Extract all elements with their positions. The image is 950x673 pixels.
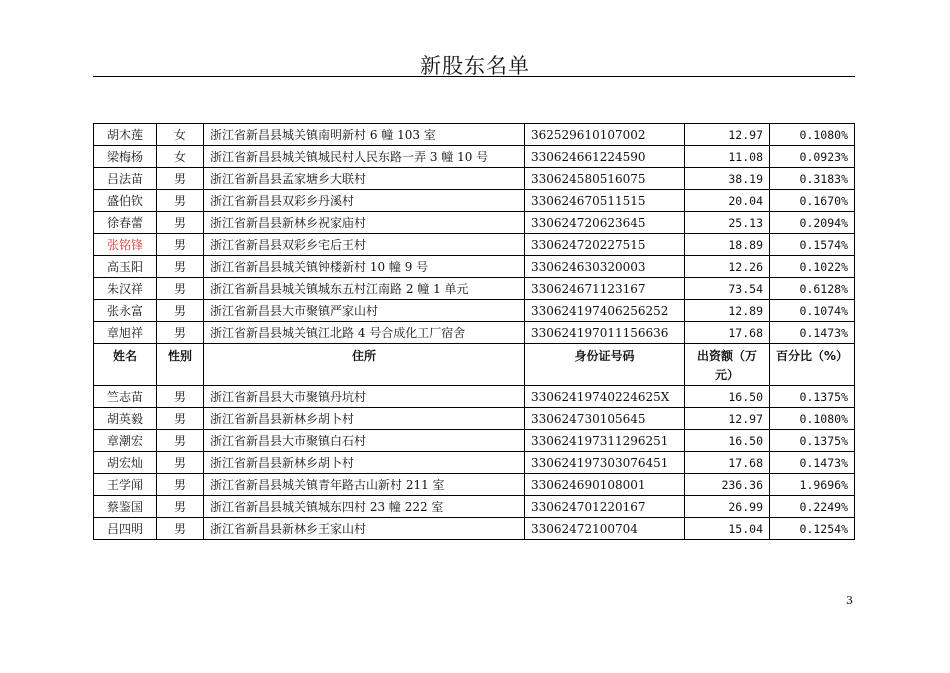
table-row bbox=[94, 496, 855, 518]
cell-name: 竺志苗 bbox=[94, 386, 157, 408]
cell-id-number: 330624197406256252 bbox=[525, 300, 685, 322]
cell-address: 浙江省新昌县城关镇钟楼新村 10 幢 9 号 bbox=[204, 256, 525, 278]
cell-name: 张铭锋 bbox=[94, 234, 157, 256]
cell-id-number: 330624701220167 bbox=[525, 496, 685, 518]
cell-amount: 16.50 bbox=[685, 430, 770, 452]
cell-id-number: 330624197303076451 bbox=[525, 452, 685, 474]
cell-id-number: 330624580516075 bbox=[525, 168, 685, 190]
cell-gender: 男 bbox=[157, 496, 204, 518]
cell-id-number: 330624670511515 bbox=[525, 190, 685, 212]
cell-gender: 男 bbox=[157, 408, 204, 430]
cell-gender: 男 bbox=[157, 234, 204, 256]
cell-amount: 236.36 bbox=[685, 474, 770, 496]
cell-amount: 12.97 bbox=[685, 408, 770, 430]
cell-amount: 12.97 bbox=[685, 124, 770, 146]
cell-id-number: 330624720227515 bbox=[525, 234, 685, 256]
cell-id-number: 33062419740224625X bbox=[525, 386, 685, 408]
cell-name: 梁梅杨 bbox=[94, 146, 157, 168]
header-percent: 百分比（%） bbox=[770, 344, 855, 386]
cell-percent: 0.2249% bbox=[770, 496, 855, 518]
cell-id-number: 330624197011156636 bbox=[525, 322, 685, 344]
cell-address: 浙江省新昌县新林乡祝家庙村 bbox=[204, 212, 525, 234]
table-row bbox=[94, 386, 855, 408]
table-row bbox=[94, 430, 855, 452]
cell-percent: 0.1080% bbox=[770, 124, 855, 146]
table-row bbox=[94, 322, 855, 344]
table-row bbox=[94, 452, 855, 474]
cell-percent: 0.1254% bbox=[770, 518, 855, 540]
cell-percent: 0.1375% bbox=[770, 386, 855, 408]
cell-name: 蔡鉴国 bbox=[94, 496, 157, 518]
cell-percent: 0.1022% bbox=[770, 256, 855, 278]
table-row bbox=[94, 518, 855, 540]
cell-address: 浙江省新昌县城关镇青年路古山新村 211 室 bbox=[204, 474, 525, 496]
cell-name: 王学闻 bbox=[94, 474, 157, 496]
header-amount: 出资额（万元） bbox=[685, 344, 770, 386]
page-number: 3 bbox=[846, 594, 853, 607]
cell-gender: 男 bbox=[157, 168, 204, 190]
cell-name: 章旭祥 bbox=[94, 322, 157, 344]
cell-gender: 男 bbox=[157, 386, 204, 408]
cell-id-number: 330624197311296251 bbox=[525, 430, 685, 452]
cell-id-number: 330624671123167 bbox=[525, 278, 685, 300]
cell-percent: 0.0923% bbox=[770, 146, 855, 168]
cell-address: 浙江省新昌县双彩乡宅后王村 bbox=[204, 234, 525, 256]
cell-address: 浙江省新昌县大市聚镇丹坑村 bbox=[204, 386, 525, 408]
shareholder-table bbox=[93, 123, 855, 540]
cell-amount: 73.54 bbox=[685, 278, 770, 300]
cell-address: 浙江省新昌县双彩乡丹溪村 bbox=[204, 190, 525, 212]
cell-address: 浙江省新昌县城关镇城东四村 23 幢 222 室 bbox=[204, 496, 525, 518]
cell-gender: 男 bbox=[157, 518, 204, 540]
cell-amount: 38.19 bbox=[685, 168, 770, 190]
cell-address: 浙江省新昌县新林乡胡卜村 bbox=[204, 408, 525, 430]
cell-name: 朱汉祥 bbox=[94, 278, 157, 300]
header-address: 住所 bbox=[204, 344, 525, 386]
cell-address: 浙江省新昌县孟家塘乡大联村 bbox=[204, 168, 525, 190]
cell-percent: 0.1574% bbox=[770, 234, 855, 256]
cell-name: 胡木莲 bbox=[94, 124, 157, 146]
table-row bbox=[94, 190, 855, 212]
cell-gender: 男 bbox=[157, 322, 204, 344]
table-row bbox=[94, 256, 855, 278]
cell-name: 盛伯钦 bbox=[94, 190, 157, 212]
cell-amount: 17.68 bbox=[685, 322, 770, 344]
cell-percent: 0.1074% bbox=[770, 300, 855, 322]
cell-percent: 0.1080% bbox=[770, 408, 855, 430]
cell-gender: 女 bbox=[157, 124, 204, 146]
cell-amount: 15.04 bbox=[685, 518, 770, 540]
cell-gender: 女 bbox=[157, 146, 204, 168]
cell-gender: 男 bbox=[157, 452, 204, 474]
cell-address: 浙江省新昌县城关镇江北路 4 号合成化工厂宿舍 bbox=[204, 322, 525, 344]
cell-address: 浙江省新昌县新林乡胡卜村 bbox=[204, 452, 525, 474]
table-row bbox=[94, 300, 855, 322]
table-row bbox=[94, 408, 855, 430]
cell-name: 胡宏灿 bbox=[94, 452, 157, 474]
cell-amount: 12.26 bbox=[685, 256, 770, 278]
table-row bbox=[94, 146, 855, 168]
title-underline bbox=[93, 76, 855, 77]
cell-gender: 男 bbox=[157, 300, 204, 322]
table-header bbox=[94, 344, 855, 386]
cell-amount: 25.13 bbox=[685, 212, 770, 234]
table-body-bottom bbox=[94, 386, 855, 540]
cell-amount: 20.04 bbox=[685, 190, 770, 212]
cell-id-number: 330624630320003 bbox=[525, 256, 685, 278]
cell-percent: 0.3183% bbox=[770, 168, 855, 190]
table-row bbox=[94, 278, 855, 300]
cell-id-number: 330624730105645 bbox=[525, 408, 685, 430]
cell-gender: 男 bbox=[157, 256, 204, 278]
cell-id-number: 362529610107002 bbox=[525, 124, 685, 146]
cell-percent: 0.1375% bbox=[770, 430, 855, 452]
cell-gender: 男 bbox=[157, 212, 204, 234]
cell-address: 浙江省新昌县城关镇南明新村 6 幢 103 室 bbox=[204, 124, 525, 146]
cell-gender: 男 bbox=[157, 190, 204, 212]
cell-address: 浙江省新昌县大市聚镇白石村 bbox=[204, 430, 525, 452]
table-row bbox=[94, 168, 855, 190]
header-gender: 性别 bbox=[157, 344, 204, 386]
cell-percent: 0.2094% bbox=[770, 212, 855, 234]
cell-name: 章潮宏 bbox=[94, 430, 157, 452]
cell-gender: 男 bbox=[157, 278, 204, 300]
cell-percent: 0.1473% bbox=[770, 322, 855, 344]
table-row bbox=[94, 474, 855, 496]
header-row bbox=[94, 344, 855, 386]
cell-address: 浙江省新昌县城关镇城民村人民东路一弄 3 幢 10 号 bbox=[204, 146, 525, 168]
cell-percent: 0.1670% bbox=[770, 190, 855, 212]
table-body-top bbox=[94, 124, 855, 344]
header-id: 身份证号码 bbox=[525, 344, 685, 386]
cell-percent: 0.6128% bbox=[770, 278, 855, 300]
header-name: 姓名 bbox=[94, 344, 157, 386]
cell-name: 高玉阳 bbox=[94, 256, 157, 278]
cell-gender: 男 bbox=[157, 430, 204, 452]
cell-id-number: 330624720623645 bbox=[525, 212, 685, 234]
cell-amount: 18.89 bbox=[685, 234, 770, 256]
table-row bbox=[94, 124, 855, 146]
page-title: 新股东名单 bbox=[420, 54, 530, 78]
cell-percent: 0.1473% bbox=[770, 452, 855, 474]
table-row bbox=[94, 234, 855, 256]
cell-amount: 12.89 bbox=[685, 300, 770, 322]
cell-name: 吕四明 bbox=[94, 518, 157, 540]
cell-id-number: 330624661224590 bbox=[525, 146, 685, 168]
cell-name: 吕法苗 bbox=[94, 168, 157, 190]
cell-address: 浙江省新昌县新林乡王家山村 bbox=[204, 518, 525, 540]
cell-id-number: 33062472100704 bbox=[525, 518, 685, 540]
cell-address: 浙江省新昌县城关镇城东五村江南路 2 幢 1 单元 bbox=[204, 278, 525, 300]
cell-name: 胡英毅 bbox=[94, 408, 157, 430]
cell-name: 张永富 bbox=[94, 300, 157, 322]
cell-address: 浙江省新昌县大市聚镇严家山村 bbox=[204, 300, 525, 322]
cell-amount: 16.50 bbox=[685, 386, 770, 408]
table-row bbox=[94, 212, 855, 234]
cell-gender: 男 bbox=[157, 474, 204, 496]
cell-id-number: 330624690108001 bbox=[525, 474, 685, 496]
cell-percent: 1.9696% bbox=[770, 474, 855, 496]
cell-amount: 26.99 bbox=[685, 496, 770, 518]
cell-amount: 17.68 bbox=[685, 452, 770, 474]
cell-amount: 11.08 bbox=[685, 146, 770, 168]
cell-name: 徐春蕾 bbox=[94, 212, 157, 234]
